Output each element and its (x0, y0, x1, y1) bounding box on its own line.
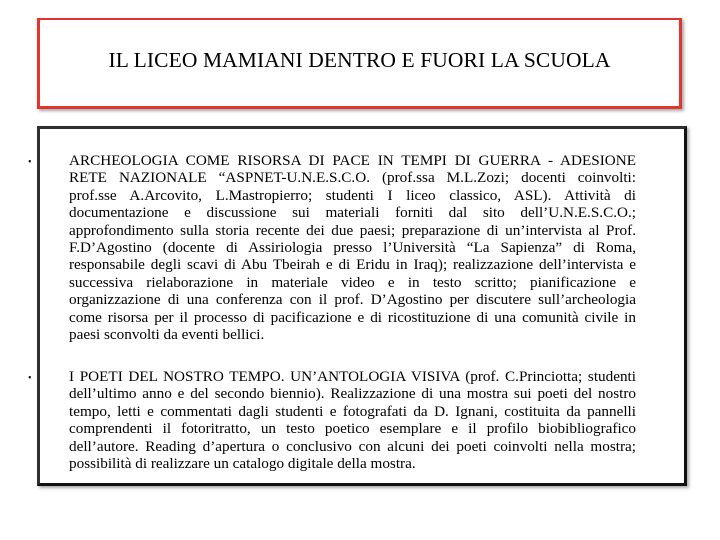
list-item-text: I POETI DEL NOSTRO TEMPO. UN’ANTOLOGIA VISIVA (prof. C.Princiotta; studenti dell’ultimo anno e del secondo biennio). Realizzazione di una mostra sui poeti del nostro tempo, letti e commentati dagli studenti e fotografati da D. Ignani, costituita da pannelli comprendenti il fotoritratto, un testo poetico esemplare e il profilo biobibliografico dell’autore. Reading d’apertura o conclusivo con alcuni dei poeti coinvolti nella mostra; possibilità di realizzare un catalogo digitale della mostra. (69, 368, 636, 473)
title-box (37, 18, 682, 109)
slide-title: IL LICEO MAMIANI DENTRO E FUORI LA SCUOLA (108, 47, 611, 72)
bullet: • (28, 373, 32, 384)
list-item-text: ARCHEOLOGIA COME RISORSA DI PACE IN TEMPI DI GUERRA - ADESIONE RETE NAZIONALE “ASPNET-U.N.E.S.C.O. (prof.ssa M.L.Zozi; docenti coinvolti: prof.sse A.Arcovito, L.Mastropierro; studenti I liceo classico, ASL). Attività di documentazione e discussione sui materiali forniti dal sito dell’U.N.E.S.C.O.; approfondimento sulla storia recente dei due paesi; preparazione di un’intervista al Prof. F.D’Agostino (docente di Assiriologia presso l’Università “La Sapienza” di Roma, responsabile degli scavi di Abu Tbeirah e di Eridu in Iraq); realizzazione dell’intervista e successiva rielaborazione in materiale video e in testo scritto; pianificazione e organizzazione di una conferenza con il prof. D’Agostino per discutere sull’archeologia come risorsa per il processo di pacificazione e di ricostituzione di una comunità civile in paesi sconvolti da eventi bellici. (69, 152, 636, 344)
bullet: • (28, 157, 32, 168)
